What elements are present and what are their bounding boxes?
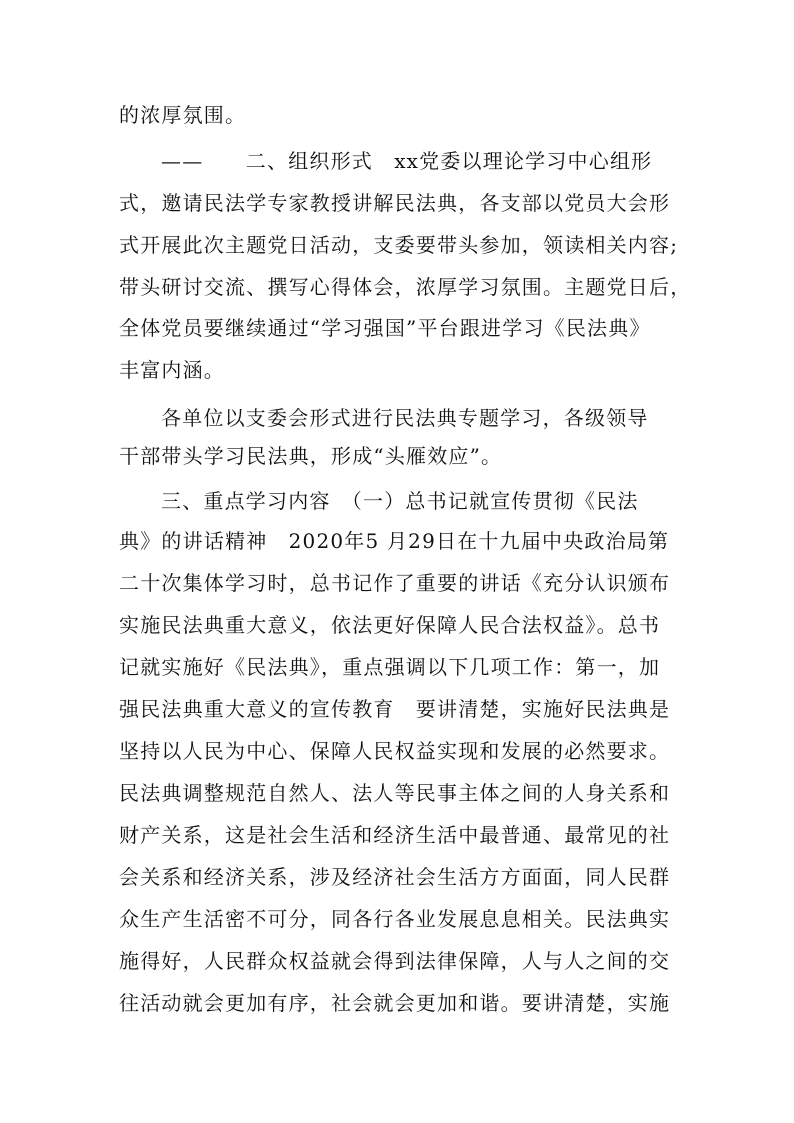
text-line: 施得好，人民群众权益就会得到法律保障，人与人之间的交 [119,949,671,973]
text-line: 干部带头学习民法典，形成“头雁效应”。 [119,444,503,468]
text-line: 式，邀请民法学专家教授讲解民法典，各支部以党员大会形 [119,191,671,215]
text-line: 全体党员要继续通过“学习强国”平台跟进学习《民法典》 [119,316,651,340]
text-line: 带头研讨交流、撰写心得体会，浓厚学习氛围。主题党日后， [119,275,692,299]
text-line: 各单位以支委会形式进行民法典专题学习，各级领导 [161,406,649,430]
text-line: 三、重点学习内容 （一）总书记就宣传贯彻《民法 [161,489,639,513]
text-line: 民法典调整规范自然人、法人等民事主体之间的人身关系和 [119,781,671,805]
text-line: —— 二、组织形式 xx党委以理论学习中心组形 [161,149,653,173]
text-line: 的浓厚氛围。 [119,103,247,127]
text-line: 往活动就会更加有序，社会就会更加和谐。要讲清楚，实施 [119,991,671,1015]
text-line: 财产关系，这是社会生活和经济生活中最普通、最常见的社 [119,823,671,847]
text-line: 二十次集体学习时，总书记作了重要的讲话《充分认识颁布 [119,571,671,595]
text-line: 众生产生活密不可分，同各行各业发展息息相关。民法典实 [119,907,671,931]
text-line: 记就实施好《民法典》，重点强调以下几项工作：第一，加 [119,655,661,679]
text-line: 丰富内涵。 [119,358,225,382]
text-line: 坚持以人民为中心、保障人民权益实现和发展的必然要求。 [119,739,671,763]
text-line: 典》的讲话精神 2020年5 月29日在十九届中央政治局第 [119,529,670,553]
text-line: 强民法典重大意义的宣传教育 要讲清楚，实施好民法典是 [119,697,671,721]
text-line: 会关系和经济关系，涉及经济社会生活方方面面，同人民群 [119,865,671,889]
text-line: 式开展此次主题党日活动，支委要带头参加，领读相关内容; [119,233,679,257]
text-line: 实施民法典重大意义，依法更好保障人民合法权益》。总书 [119,613,661,637]
